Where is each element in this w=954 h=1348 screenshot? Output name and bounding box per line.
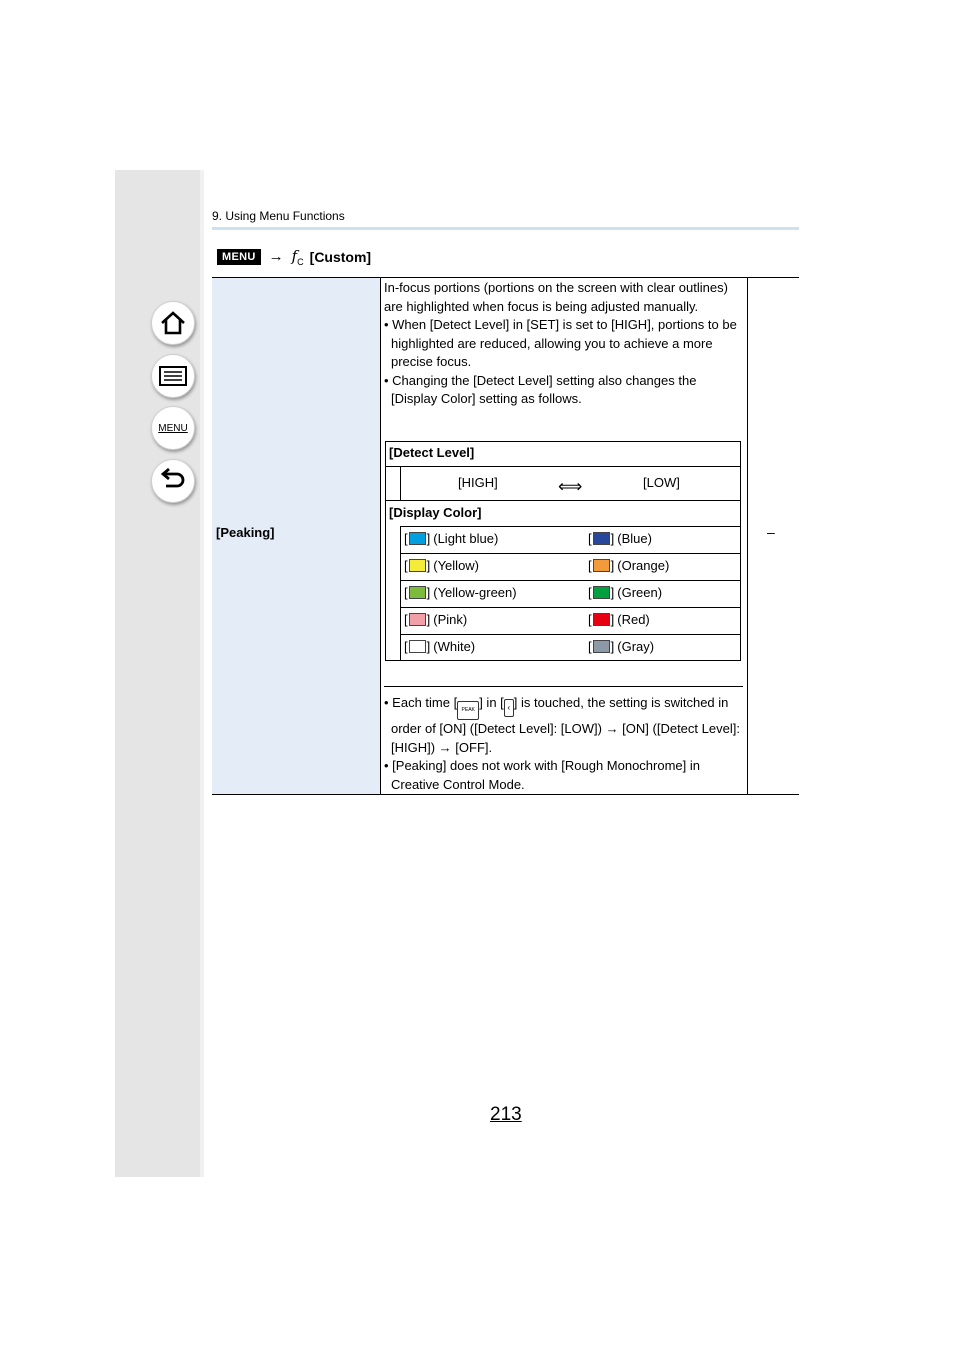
contents-list-button[interactable] [151, 354, 195, 398]
detect-level-header: [Detect Level] [389, 445, 475, 460]
color-swatch [409, 613, 426, 626]
color-label: (Orange) [617, 558, 670, 573]
note-1 [384, 694, 744, 757]
item-name: [Peaking] [216, 525, 275, 540]
color-option-0-left [404, 531, 498, 546]
menu-path-label: [Custom] [309, 248, 372, 265]
color-swatch [593, 640, 610, 653]
bracket: [ [588, 639, 592, 654]
color-label: (Yellow-green) [433, 585, 517, 600]
color-option-1-left [404, 558, 479, 573]
color-swatch [593, 613, 610, 626]
divider [400, 553, 740, 554]
divider [386, 466, 740, 467]
color-option-2-right [588, 585, 662, 600]
level-high: [HIGH] [458, 475, 498, 490]
peaking-button-icon: PEAK [457, 701, 479, 720]
bracket: ] [426, 612, 431, 627]
column-divider [380, 278, 381, 794]
color-swatch [593, 532, 610, 545]
custom-icon-sub: C [297, 256, 304, 267]
color-label: (White) [433, 639, 476, 654]
color-swatch [409, 640, 426, 653]
color-label: (Blue) [617, 531, 652, 546]
breadcrumb-divider [212, 227, 799, 230]
color-option-0-right [588, 531, 652, 546]
bracket: ] [426, 585, 431, 600]
color-swatch [409, 559, 426, 572]
color-option-4-left [404, 639, 475, 654]
home-button[interactable] [151, 301, 195, 345]
divider [400, 580, 740, 581]
color-swatch [593, 586, 610, 599]
custom-icon-glyph: f [291, 247, 298, 265]
color-label: (Gray) [617, 639, 655, 654]
menu-path [217, 247, 371, 267]
bracket: [ [404, 585, 408, 600]
back-button[interactable] [151, 459, 195, 503]
bracket: ] [426, 558, 431, 573]
page-number: 213 [490, 1104, 522, 1125]
menu-path-arrow: → [268, 248, 284, 266]
divider [400, 466, 401, 501]
bullet-1: • When [Detect Level] in [SET] is set to [HIGH], portions to be highlighted are reduced, allowing you to achieve a more precise focus. [384, 317, 737, 369]
divider [400, 526, 401, 661]
color-option-2-left [404, 585, 517, 600]
color-option-3-left [404, 612, 467, 627]
display-color-header: [Display Color] [389, 505, 482, 520]
divider [400, 607, 740, 608]
bracket: [ [404, 558, 408, 573]
bracket: [ [404, 612, 408, 627]
bracket: ] [610, 639, 615, 654]
notes-divider [384, 686, 743, 687]
bracket: ] [610, 531, 615, 546]
column-divider [747, 278, 748, 794]
color-label: (Pink) [433, 612, 468, 627]
note-1-part: • Each time [ [384, 695, 458, 710]
bracket: [ [588, 531, 592, 546]
color-option-1-right [588, 558, 669, 573]
color-swatch [409, 586, 426, 599]
color-label: (Yellow) [433, 558, 480, 573]
bullet-2: • Changing the [Detect Level] setting also changes the [Display Color] setting as follows. [384, 372, 697, 406]
bracket: ] [610, 612, 615, 627]
divider [386, 500, 740, 501]
note-1-part: ] in [ [479, 695, 504, 710]
color-label: (Green) [617, 585, 663, 600]
intro-text: In-focus portions (portions on the screen with clear outlines) are highlighted when focus is being adjusted manually. [384, 280, 728, 314]
bracket: [ [588, 585, 592, 600]
level-arrow: ⟺ [558, 477, 583, 496]
color-label: (Light blue) [433, 531, 499, 546]
menu-list-button[interactable] [151, 406, 195, 450]
sidebar-edge [200, 170, 204, 1177]
color-swatch [409, 532, 426, 545]
breadcrumb: 9. Using Menu Functions [212, 209, 345, 223]
color-option-4-right [588, 639, 654, 654]
bracket: [ [588, 612, 592, 627]
bracket: [ [588, 558, 592, 573]
menu-badge: MENU [217, 249, 261, 265]
bracket: ] [610, 585, 615, 600]
tab-icon: ‹ [504, 699, 514, 717]
bracket: ] [610, 558, 615, 573]
note-1-part: ] is touched, the setting is switched in order of [ON] ([Detect Level]: [LOW]) → [ON] ([Detect Level]: [HIGH]) → [OFF]. [391, 695, 740, 755]
table-bottom-border [212, 794, 799, 795]
custom-icon [292, 247, 304, 267]
bracket: [ [404, 639, 408, 654]
item-notes [384, 694, 744, 794]
color-swatch [593, 559, 610, 572]
divider [400, 634, 740, 635]
home-icon [159, 310, 187, 336]
divider [400, 526, 740, 527]
menu-label: MENU [158, 422, 188, 434]
bracket: [ [404, 531, 408, 546]
level-low: [LOW] [643, 475, 680, 490]
item-value-dash: – [767, 524, 775, 540]
color-option-3-right [588, 612, 650, 627]
list-icon [159, 365, 187, 387]
color-label: (Red) [617, 612, 650, 627]
item-description [384, 279, 744, 409]
bracket: ] [426, 531, 431, 546]
note-2: • [Peaking] does not work with [Rough Monochrome] in Creative Control Mode. [384, 758, 700, 792]
back-icon [159, 468, 187, 494]
peaking-settings-table [385, 441, 741, 661]
bracket: ] [426, 639, 431, 654]
